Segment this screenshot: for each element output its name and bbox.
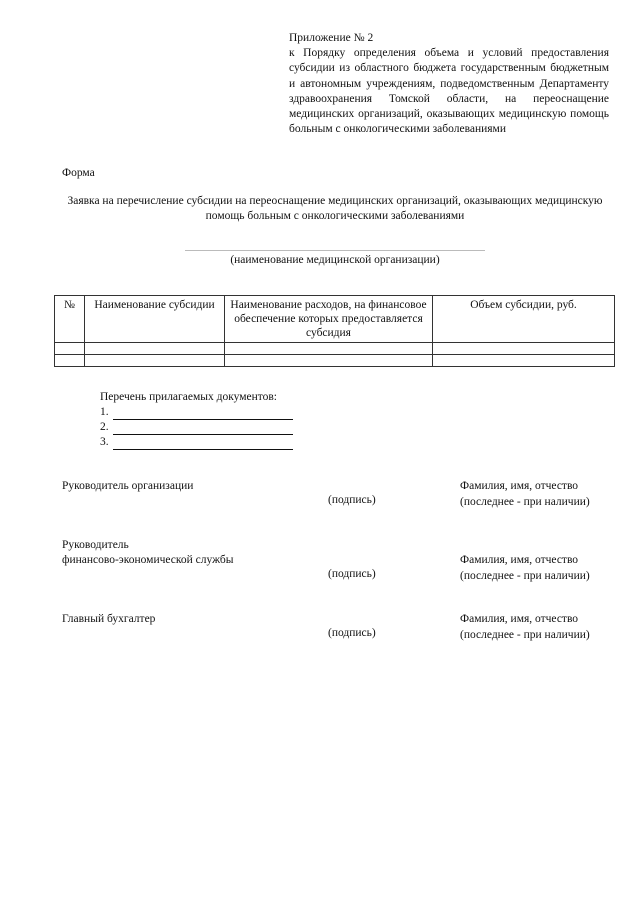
table-header-number: №	[55, 296, 85, 343]
signature-role-line2: финансово-экономической службы	[62, 554, 234, 566]
list-item-number: 1.	[100, 406, 109, 418]
annex-title: Приложение № 2	[289, 32, 374, 44]
signature-role-line1: Руководитель	[62, 539, 129, 551]
document-title: Заявка на перечисление субсидии на переоснащение медицинских организаций, оказывающих медицинскую помощь больным с онкологическими заболеваниями	[67, 195, 603, 222]
document-blank-line[interactable]	[113, 408, 293, 420]
signature-role-head: Руководитель организации	[62, 480, 194, 492]
table-cell[interactable]	[433, 355, 615, 367]
name-caption-line2: (последнее - при наличии)	[460, 628, 590, 641]
name-caption-line2: (последнее - при наличии)	[460, 495, 590, 508]
table-cell[interactable]	[85, 355, 225, 367]
annex-block	[289, 31, 609, 137]
name-caption-line1: Фамилия, имя, отчество	[460, 554, 579, 566]
table-cell[interactable]	[85, 343, 225, 355]
list-item-number: 3.	[100, 436, 109, 448]
table-header-subsidy-amount: Объем субсидии, руб.	[433, 296, 615, 343]
signature-caption: (подпись)	[328, 568, 376, 580]
name-caption-line1: Фамилия, имя, отчество	[460, 480, 579, 492]
name-caption	[460, 553, 590, 584]
list-item-number: 2.	[100, 421, 109, 433]
name-caption-line1: Фамилия, имя, отчество	[460, 613, 579, 625]
table-cell[interactable]	[55, 343, 85, 355]
table-header-row	[55, 296, 615, 343]
attached-documents-heading: Перечень прилагаемых документов:	[100, 391, 278, 403]
subsidy-table	[54, 295, 615, 367]
name-caption	[460, 479, 590, 510]
name-caption-line2: (последнее - при наличии)	[460, 569, 590, 582]
list-item	[100, 420, 293, 435]
table-cell[interactable]	[55, 355, 85, 367]
signature-caption: (подпись)	[328, 494, 376, 506]
signature-role-accountant: Главный бухгалтер	[62, 613, 156, 625]
signature-caption: (подпись)	[328, 627, 376, 639]
organization-caption: (наименование медицинской организации)	[230, 254, 440, 266]
table-row	[55, 355, 615, 367]
organization-name-line	[185, 250, 485, 251]
table-cell[interactable]	[225, 355, 433, 367]
attached-documents	[100, 390, 293, 450]
table-cell[interactable]	[433, 343, 615, 355]
table-header-subsidy-name: Наименование субсидии	[85, 296, 225, 343]
table-row	[55, 343, 615, 355]
annex-text: к Порядку определения объема и условий предоставления субсидии из областного бюджета государственным бюджетным и автономным учреждениям, подведомственным Департаменту здравоохранения Томской области, на переоснащение медицинских организаций, оказывающих медицинскую помощь больным с онкологическими заболеваниями	[289, 47, 609, 136]
table-cell[interactable]	[225, 343, 433, 355]
signature-role-finance	[62, 538, 233, 568]
name-caption	[460, 612, 590, 643]
table-header-expense-name: Наименование расходов, на финансовое обеспечение которых предоставляется субсидия	[225, 296, 433, 343]
list-item	[100, 405, 293, 420]
list-item	[100, 435, 293, 450]
form-label: Форма	[62, 167, 95, 179]
document-blank-line[interactable]	[113, 438, 293, 450]
document-blank-line[interactable]	[113, 423, 293, 435]
